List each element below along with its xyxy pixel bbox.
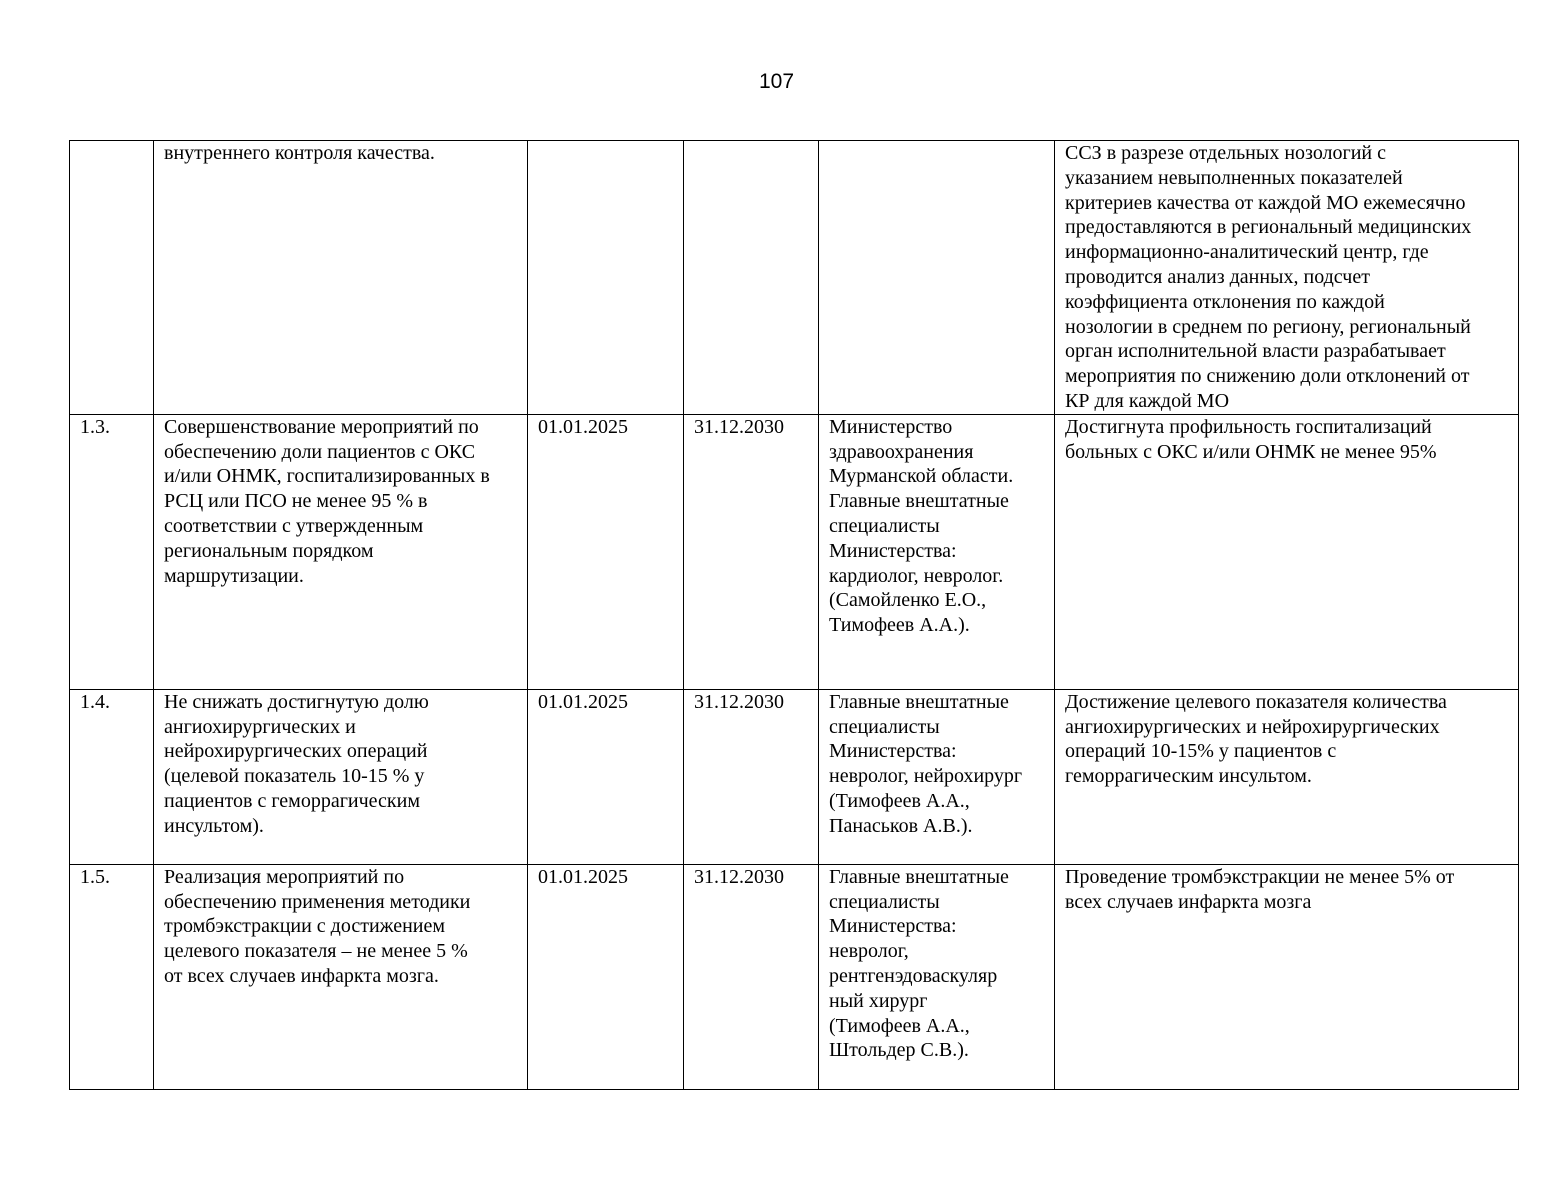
- cell-start-date: 01.01.2025: [528, 689, 684, 864]
- activities-table: [69, 140, 1519, 1090]
- cell-result: Проведение тромбэкстракции не менее 5% от всех случаев инфаркта мозга: [1055, 864, 1519, 1089]
- cell-end-date: [684, 141, 819, 415]
- cell-responsible: Главные внештатные специалисты Министерства: невролог, рентгенэдоваскуляр ный хирург (Тимофеев А.А., Штольдер С.В.).: [819, 864, 1055, 1089]
- cell-start-date: [528, 141, 684, 415]
- cell-activity: Совершенствование мероприятий по обеспечению доли пациентов с ОКС и/или ОНМК, госпитализированных в РСЦ или ПСО не менее 95 % в соответствии с утвержденным региональным порядком маршрутизации.: [154, 414, 528, 689]
- cell-activity: Не снижать достигнутую долю ангиохирургических и нейрохирургических операций (целевой показатель 10-15 % у пациентов с геморрагическим инсультом).: [154, 689, 528, 864]
- cell-result: ССЗ в разрезе отдельных нозологий с указанием невыполненных показателей критериев качества от каждой МО ежемесячно предоставляются в региональный медицинских информационно-аналитический центр, где проводится анализ данных, подсчет коэффициента отклонения по каждой нозологии в среднем по региону, региональный орган исполнительной власти разрабатывает мероприятия по снижению доли отклонений от КР для каждой МО: [1055, 141, 1519, 415]
- cell-number: 1.3.: [70, 414, 154, 689]
- page-number: 107: [758, 70, 795, 93]
- cell-start-date: 01.01.2025: [528, 864, 684, 1089]
- cell-activity: Реализация мероприятий по обеспечению применения методики тромбэкстракции с достижением целевого показателя – не менее 5 % от всех случаев инфаркта мозга.: [154, 864, 528, 1089]
- cell-end-date: 31.12.2030: [684, 864, 819, 1089]
- cell-activity: внутреннего контроля качества.: [154, 141, 528, 415]
- cell-number: 1.5.: [70, 864, 154, 1089]
- cell-result: Достигнута профильность госпитализаций больных с ОКС и/или ОНМК не менее 95%: [1055, 414, 1519, 689]
- cell-start-date: 01.01.2025: [528, 414, 684, 689]
- table-row: [70, 864, 1519, 1089]
- cell-end-date: 31.12.2030: [684, 689, 819, 864]
- table-row: [70, 414, 1519, 689]
- table-row: [70, 689, 1519, 864]
- cell-result: Достижение целевого показателя количества ангиохирургических и нейрохирургических операций 10-15% у пациентов с геморрагическим инсультом.: [1055, 689, 1519, 864]
- table-row: [70, 141, 1519, 415]
- cell-number: 1.4.: [70, 689, 154, 864]
- cell-responsible: [819, 141, 1055, 415]
- cell-responsible: Главные внештатные специалисты Министерства: невролог, нейрохирург (Тимофеев А.А., Панаськов А.В.).: [819, 689, 1055, 864]
- cell-end-date: 31.12.2030: [684, 414, 819, 689]
- cell-responsible: Министерство здравоохранения Мурманской области. Главные внештатные специалисты Министерства: кардиолог, невролог. (Самойленко Е.О., Тимофеев А.А.).: [819, 414, 1055, 689]
- cell-number: [70, 141, 154, 415]
